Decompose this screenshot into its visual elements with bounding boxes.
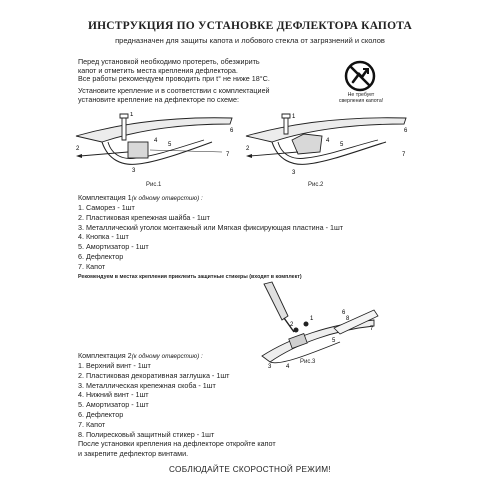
figure-1-labels <box>72 112 237 182</box>
intro-line: Перед установкой необходимо протереть, обезжирить <box>78 57 260 66</box>
fig2-label: 5 <box>340 142 344 148</box>
fig1-label: 1 <box>130 112 134 118</box>
figure-1-caption: Рис.1 <box>146 182 162 188</box>
fig2-label: 1 <box>292 114 296 120</box>
after-line: и закрепите дефлектор винтами. <box>78 448 189 458</box>
fig2-label: 2 <box>246 146 250 152</box>
list-item: 6. Дефлектор <box>78 409 124 419</box>
intro-text <box>78 58 318 84</box>
after-line: После установки крепления на дефлекторе откройте капот <box>78 439 276 448</box>
list-item: 4. Нижний винт - 1шт <box>78 390 149 400</box>
list-item: 2. Пластиковая крепежная шайба - 1шт <box>78 212 210 222</box>
after-install-text <box>78 439 276 458</box>
no-drill-icon <box>344 60 376 92</box>
kit1-heading-note: (к одному отверстию) : <box>131 195 203 202</box>
figure-2-labels <box>242 112 412 182</box>
figure-3-caption: Рис.3 <box>300 359 316 365</box>
fig3-label: 3 <box>268 364 272 370</box>
list-item: 6. Дефлектор <box>78 251 124 261</box>
fig3-label: 4 <box>286 364 290 370</box>
list-item: 3. Металлическая крепежная скоба - 1шт <box>78 380 216 390</box>
list-item: 8. Полиресковый защитный стикер - 1шт <box>78 429 215 439</box>
figure-2-caption: Рис.2 <box>308 182 324 188</box>
kit2-heading <box>78 351 203 360</box>
kit2-list <box>78 361 229 439</box>
fig2-label: 4 <box>326 138 330 144</box>
list-item: 7. Капот <box>78 419 106 429</box>
kit1-heading <box>78 193 203 202</box>
fig1-label: 3 <box>132 168 136 174</box>
fig1-label: 5 <box>168 142 172 148</box>
list-item: 5. Амортизатор - 1шт <box>78 242 149 252</box>
speed-warning: СОБЛЮДАЙТЕ СКОРОСТНОЙ РЕЖИМ! <box>169 465 331 474</box>
list-item: 7. Капот <box>78 261 106 271</box>
list-item: 5. Амортизатор - 1шт <box>78 400 149 410</box>
fig2-label: 6 <box>404 128 408 134</box>
intro-line: Установите крепление и в соответствии с комплектацией <box>78 86 270 95</box>
list-item: 4. Кнопка - 1шт <box>78 232 129 242</box>
fig1-label: 4 <box>154 138 158 144</box>
no-drill-note-line: сверления капота! <box>338 98 384 105</box>
no-drill-note <box>332 92 390 105</box>
intro-line: Все работы рекомендуем проводить при t° не ниже 18°C. <box>78 74 270 84</box>
sticker-recommendation: Рекомендуем в местах крепления приклеить защитные стикеры (входят в комплект) <box>78 274 302 280</box>
list-item: 2. Пластиковая декоративная заглушка - 1шт <box>78 370 230 380</box>
kit2-heading-note: (к одному отверстию) : <box>131 353 203 360</box>
list-item: 1. Саморез - 1шт <box>78 203 135 212</box>
fig1-label: 2 <box>76 146 80 152</box>
kit2-heading-text: Комплектация 2 <box>78 351 132 360</box>
page-subtitle: предназначен для защиты капота и лобового стекла от загрязнений и сколов <box>115 36 385 45</box>
fig3-label: 8 <box>346 316 350 322</box>
fig3-label: 7 <box>370 326 374 332</box>
list-item: 1. Верхний винт - 1шт <box>78 361 151 370</box>
fig3-label: 5 <box>332 338 336 344</box>
no-drill-note-line: Не требует <box>347 92 375 98</box>
fig2-label: 7 <box>402 152 406 158</box>
figure-3-labels <box>250 280 390 372</box>
intro-text-2 <box>78 87 318 104</box>
fig3-label: 1 <box>310 316 314 322</box>
kit1-list <box>78 203 343 272</box>
intro-line: капот и отметить места крепления дефлектора. <box>78 65 238 75</box>
page-title: ИНСТРУКЦИЯ ПО УСТАНОВКЕ ДЕФЛЕКТОРА КАПОТА <box>87 20 413 32</box>
intro-line: установите крепление на дефлекторе по схеме: <box>78 94 239 104</box>
fig3-label: 2 <box>290 322 294 328</box>
fig2-label: 3 <box>292 170 296 176</box>
fig3-label: 6 <box>342 310 346 316</box>
fig1-label: 7 <box>226 152 230 158</box>
fig1-label: 6 <box>230 128 234 134</box>
list-item: 3. Металлический уголок монтажный или Мягкая фиксирующая пластина - 1шт <box>78 222 344 232</box>
kit1-heading-text: Комплектация 1 <box>78 193 132 202</box>
